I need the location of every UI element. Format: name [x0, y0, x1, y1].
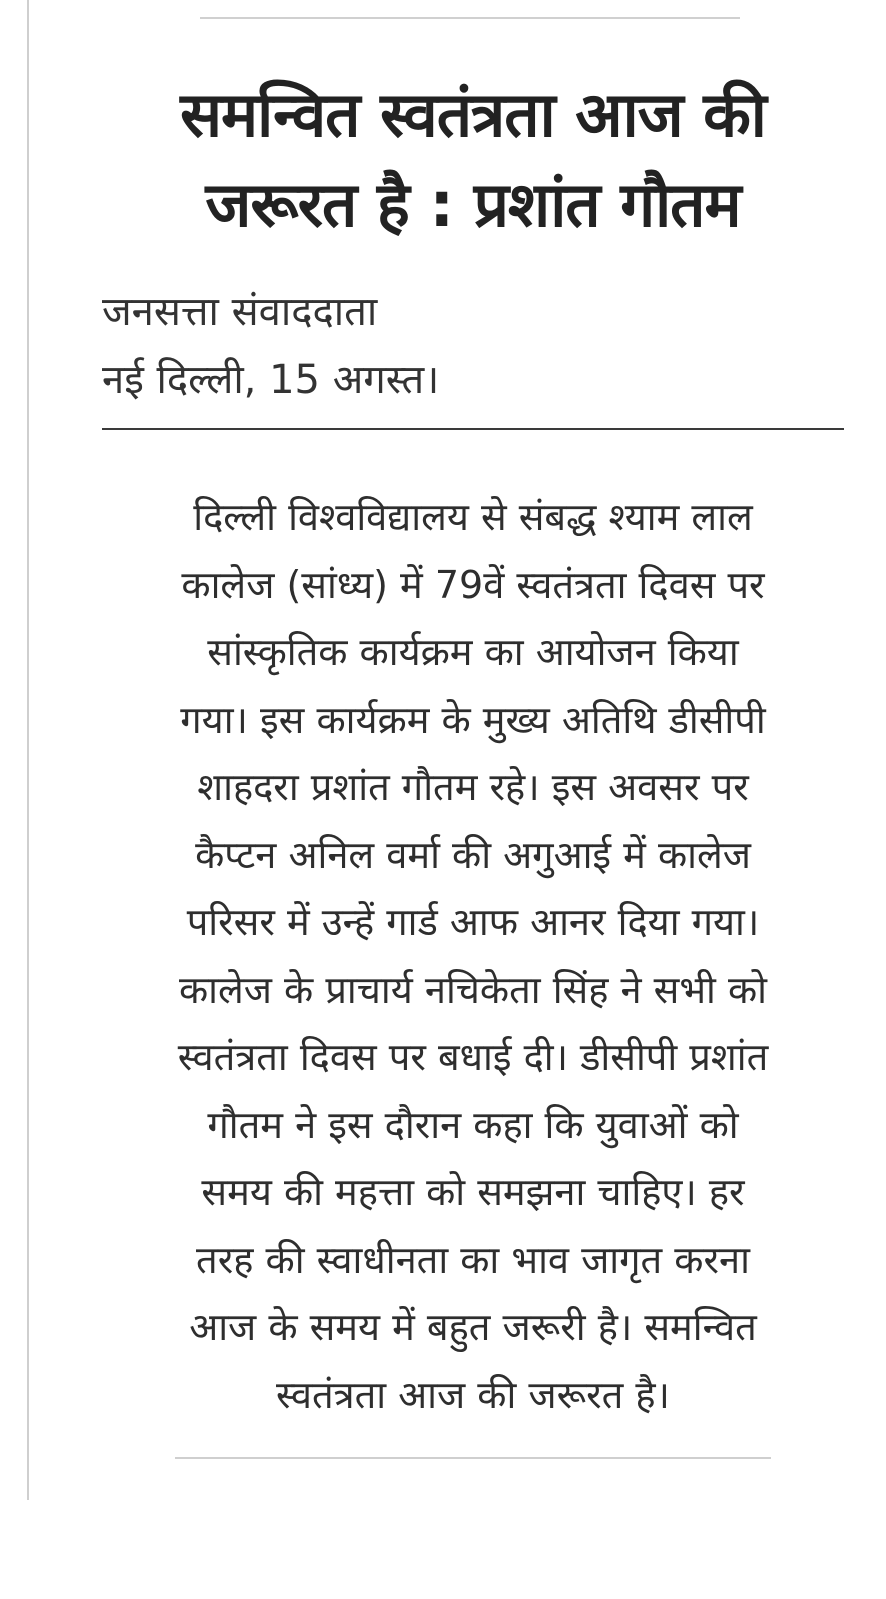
- headline-line-2: जरूरत है : प्रशांत गौतम: [205, 168, 741, 241]
- body-line: गया। इस कार्यक्रम के मुख्य अतिथि डीसीपी: [180, 697, 766, 742]
- headline-line-1: समन्वित स्वतंत्रता आज की: [180, 78, 766, 151]
- body-line: कालेज के प्राचार्य नचिकेता सिंह ने सभी को: [178, 967, 768, 1012]
- bottom-divider: [175, 1457, 771, 1459]
- body-line: कालेज (सांध्य) में 79वें स्वतंत्रता दिवस पर: [181, 562, 765, 607]
- body-line: दिल्ली विश्वविद्यालय से संबद्ध श्याम लाल: [193, 495, 753, 539]
- body-line: आज के समय में बहुत जरूरी है। समन्वित: [189, 1305, 757, 1349]
- body-line: स्वतंत्रता आज की जरूरत है।: [276, 1372, 670, 1417]
- body-line: शाहदरा प्रशांत गौतम रहे। इस अवसर पर: [197, 765, 749, 809]
- top-divider: [200, 17, 740, 19]
- column-left-rule: [27, 0, 29, 1500]
- byline-dateline: नई दिल्ली, 15 अगस्त।: [102, 357, 440, 403]
- body-line: गौतम ने इस दौरान कहा कि युवाओं को: [207, 1102, 739, 1147]
- body-line: तरह की स्वाधीनता का भाव जागृत करना: [196, 1237, 750, 1282]
- body-line: कैप्टन अनिल वर्मा की अगुआई में कालेज: [195, 832, 751, 877]
- headline: [100, 70, 846, 250]
- article-body: [100, 484, 846, 1429]
- byline: [102, 278, 842, 414]
- byline-divider: [102, 428, 844, 430]
- byline-author: जनसत्ता संवाददाता: [102, 289, 378, 335]
- body-line: सांस्कृतिक कार्यक्रम का आयोजन किया: [207, 630, 739, 674]
- body-line: परिसर में उन्हें गार्ड आफ आनर दिया गया।: [186, 900, 760, 944]
- body-line: स्वतंत्रता दिवस पर बधाई दी। डीसीपी प्रशांत: [177, 1035, 769, 1079]
- body-line: समय की महत्ता को समझना चाहिए। हर: [201, 1170, 745, 1214]
